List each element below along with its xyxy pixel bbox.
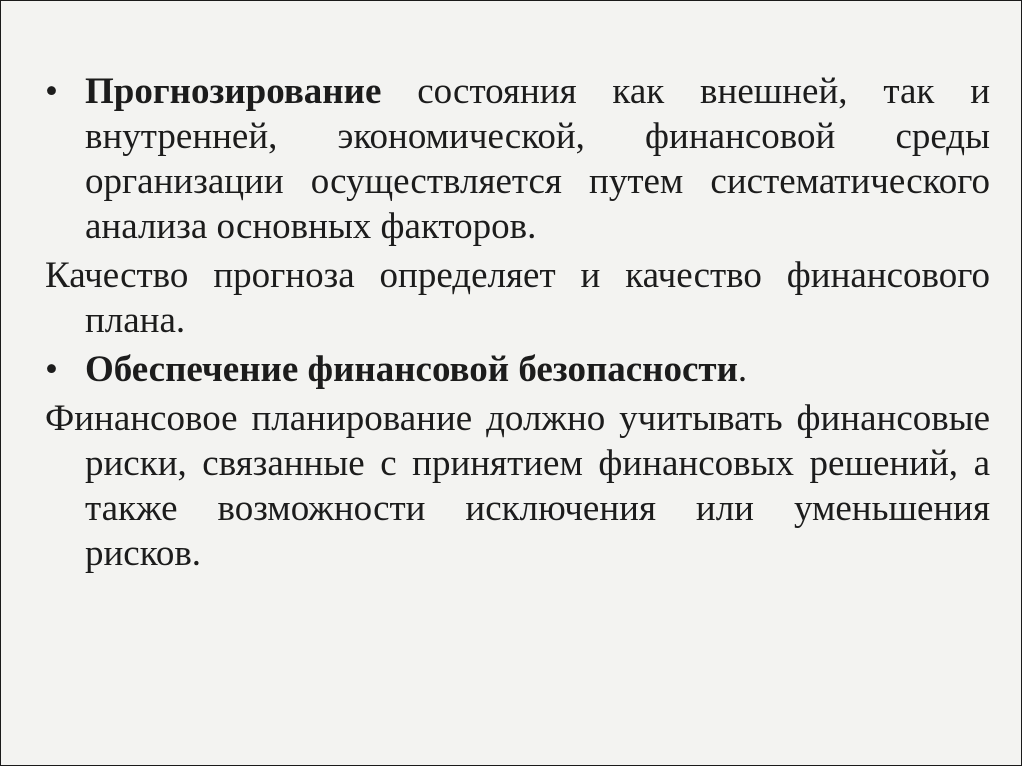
paragraph-text-financial-planning: Финансовое планирование должно учитывать финансовые риски, связанные с принятием финансовых решений, а также возможности исключения или уменьшения рисков. [45,398,990,574]
paragraph-text-forecast-quality: Качество прогноза определяет и качество финансового плана. [45,255,990,341]
bullet-icon: • [45,349,58,390]
bullet-item-financial-security [45,347,990,392]
paragraph-financial-planning [45,396,990,576]
bullet-icon: • [45,71,58,112]
paragraph-forecast-quality [45,253,990,343]
slide-body [45,69,990,580]
bullet-lead-forecasting: Прогнозирование [85,71,382,112]
bullet-lead-financial-security: Обеспечение финансовой безопасности [85,349,738,390]
bullet-text-financial-security: . [737,349,748,390]
bullet-text-forecasting: состояния как внешней, так и внутренней, экономической, финансовой среды организации осуществляется путем систематического анализа основных факторов. [85,71,990,247]
bullet-item-forecasting [45,69,990,249]
